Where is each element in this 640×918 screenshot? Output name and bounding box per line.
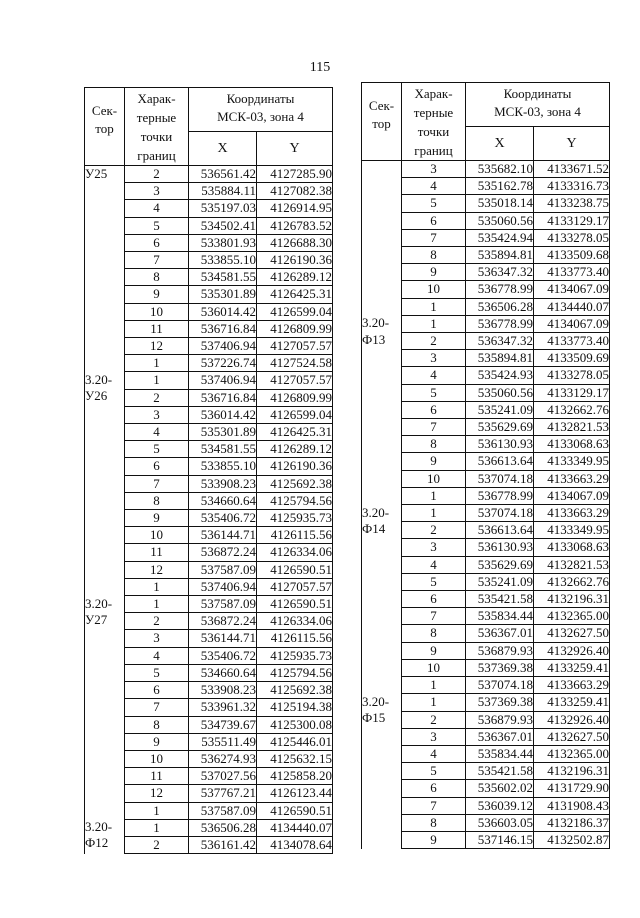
- point-number-cell: 4: [125, 200, 189, 217]
- y-coordinate-cell: 4127057.57: [257, 578, 333, 595]
- y-coordinate-cell: 4127057.57: [257, 372, 333, 389]
- y-coordinate-cell: 4133671.52: [534, 161, 610, 178]
- x-coordinate-cell: 535424.93: [466, 367, 534, 384]
- point-number-cell: 12: [125, 785, 189, 802]
- x-coordinate-cell: 536872.24: [189, 613, 257, 630]
- point-number-cell: 11: [125, 544, 189, 561]
- y-coordinate-cell: 4126289.12: [257, 441, 333, 458]
- header-points: Харак- терные точки границ: [125, 88, 189, 166]
- x-coordinate-cell: 537146.15: [466, 831, 534, 848]
- y-coordinate-cell: 4134440.07: [257, 819, 333, 836]
- x-coordinate-cell: 536716.84: [189, 389, 257, 406]
- table-row: [85, 596, 333, 613]
- y-coordinate-cell: 4125300.08: [257, 716, 333, 733]
- y-coordinate-cell: 4126599.04: [257, 406, 333, 423]
- header-coordinates: Координаты МСК-03, зона 4: [466, 83, 610, 127]
- x-coordinate-cell: 535406.72: [189, 647, 257, 664]
- point-number-cell: 1: [402, 487, 466, 504]
- point-number-cell: 10: [402, 470, 466, 487]
- x-coordinate-cell: 533855.10: [189, 458, 257, 475]
- x-coordinate-cell: 536613.64: [466, 453, 534, 470]
- point-number-cell: 10: [402, 281, 466, 298]
- x-coordinate-cell: 536561.42: [189, 166, 257, 183]
- coordinates-table-right: [361, 82, 610, 849]
- header-sector: Сек- тор: [362, 83, 402, 161]
- point-number-cell: 1: [125, 372, 189, 389]
- x-coordinate-cell: 536014.42: [189, 406, 257, 423]
- y-coordinate-cell: 4132926.40: [534, 711, 610, 728]
- y-coordinate-cell: 4132196.31: [534, 591, 610, 608]
- sector-cell: 3.20- Ф14: [362, 505, 402, 694]
- x-coordinate-cell: 535241.09: [466, 573, 534, 590]
- point-number-cell: 3: [402, 350, 466, 367]
- x-coordinate-cell: 535629.69: [466, 419, 534, 436]
- point-number-cell: 1: [402, 298, 466, 315]
- x-coordinate-cell: 536161.42: [189, 836, 257, 853]
- y-coordinate-cell: 4133068.63: [534, 436, 610, 453]
- y-coordinate-cell: 4126334.06: [257, 544, 333, 561]
- point-number-cell: 8: [125, 716, 189, 733]
- table-row: [85, 166, 333, 183]
- y-coordinate-cell: 4133663.29: [534, 470, 610, 487]
- y-coordinate-cell: 4133773.40: [534, 264, 610, 281]
- y-coordinate-cell: 4127057.57: [257, 338, 333, 355]
- x-coordinate-cell: 536144.71: [189, 630, 257, 647]
- sector-cell: 3.20- Ф15: [362, 694, 402, 849]
- point-number-cell: 6: [402, 780, 466, 797]
- y-coordinate-cell: 4134067.09: [534, 281, 610, 298]
- table-row: [362, 161, 610, 178]
- x-coordinate-cell: 536506.28: [466, 298, 534, 315]
- y-coordinate-cell: 4132502.87: [534, 831, 610, 848]
- x-coordinate-cell: 536879.93: [466, 711, 534, 728]
- y-coordinate-cell: 4133278.05: [534, 229, 610, 246]
- y-coordinate-cell: 4132186.37: [534, 814, 610, 831]
- point-number-cell: 1: [402, 505, 466, 522]
- point-number-cell: 1: [125, 596, 189, 613]
- x-coordinate-cell: 535421.58: [466, 763, 534, 780]
- y-coordinate-cell: 4127285.90: [257, 166, 333, 183]
- x-coordinate-cell: 537369.38: [466, 694, 534, 711]
- point-number-cell: 6: [125, 234, 189, 251]
- point-number-cell: 7: [402, 419, 466, 436]
- y-coordinate-cell: 4133068.63: [534, 539, 610, 556]
- x-coordinate-cell: 537587.09: [189, 802, 257, 819]
- y-coordinate-cell: 4133129.17: [534, 212, 610, 229]
- table-body-right: [362, 161, 610, 849]
- y-coordinate-cell: 4126289.12: [257, 269, 333, 286]
- y-coordinate-cell: 4132365.00: [534, 608, 610, 625]
- y-coordinate-cell: 4125692.38: [257, 475, 333, 492]
- y-coordinate-cell: 4132627.50: [534, 728, 610, 745]
- x-coordinate-cell: 536347.32: [466, 333, 534, 350]
- point-number-cell: 5: [402, 195, 466, 212]
- x-coordinate-cell: 537406.94: [189, 372, 257, 389]
- table-body-left: [85, 166, 333, 854]
- y-coordinate-cell: 4126783.52: [257, 217, 333, 234]
- y-coordinate-cell: 4133349.95: [534, 453, 610, 470]
- header-x: X: [466, 127, 534, 161]
- y-coordinate-cell: 4126115.56: [257, 630, 333, 647]
- point-number-cell: 9: [125, 510, 189, 527]
- y-coordinate-cell: 4126590.51: [257, 596, 333, 613]
- x-coordinate-cell: 535162.78: [466, 178, 534, 195]
- x-coordinate-cell: 536014.42: [189, 303, 257, 320]
- x-coordinate-cell: 536347.32: [466, 264, 534, 281]
- y-coordinate-cell: 4132365.00: [534, 745, 610, 762]
- y-coordinate-cell: 4125794.56: [257, 492, 333, 509]
- point-number-cell: 1: [125, 355, 189, 372]
- x-coordinate-cell: 534502.41: [189, 217, 257, 234]
- y-coordinate-cell: 4127082.38: [257, 183, 333, 200]
- x-coordinate-cell: 535834.44: [466, 745, 534, 762]
- point-number-cell: 2: [125, 389, 189, 406]
- header-sector: Сек- тор: [85, 88, 125, 166]
- point-number-cell: 9: [402, 453, 466, 470]
- sector-cell: У25: [85, 166, 125, 372]
- point-number-cell: 4: [402, 745, 466, 762]
- point-number-cell: 3: [125, 630, 189, 647]
- sector-cell: 3.20- Ф12: [85, 819, 125, 853]
- x-coordinate-cell: 534660.64: [189, 492, 257, 509]
- point-number-cell: 5: [125, 217, 189, 234]
- point-number-cell: 6: [402, 591, 466, 608]
- point-number-cell: 3: [402, 161, 466, 178]
- x-coordinate-cell: 537406.94: [189, 578, 257, 595]
- y-coordinate-cell: 4134067.09: [534, 315, 610, 332]
- y-coordinate-cell: 4125935.73: [257, 510, 333, 527]
- y-coordinate-cell: 4126334.06: [257, 613, 333, 630]
- y-coordinate-cell: 4132196.31: [534, 763, 610, 780]
- y-coordinate-cell: 4126688.30: [257, 234, 333, 251]
- point-number-cell: 3: [125, 183, 189, 200]
- y-coordinate-cell: 4133316.73: [534, 178, 610, 195]
- x-coordinate-cell: 535682.10: [466, 161, 534, 178]
- y-coordinate-cell: 4126590.51: [257, 802, 333, 819]
- point-number-cell: 1: [402, 315, 466, 332]
- point-number-cell: 1: [125, 578, 189, 595]
- y-coordinate-cell: 4126123.44: [257, 785, 333, 802]
- page-number: 115: [309, 60, 331, 75]
- x-coordinate-cell: 537074.18: [466, 677, 534, 694]
- y-coordinate-cell: 4125794.56: [257, 664, 333, 681]
- y-coordinate-cell: 4125858.20: [257, 768, 333, 785]
- point-number-cell: 5: [402, 573, 466, 590]
- point-number-cell: 8: [402, 436, 466, 453]
- point-number-cell: 4: [402, 556, 466, 573]
- point-number-cell: 8: [125, 492, 189, 509]
- point-number-cell: 9: [402, 264, 466, 281]
- y-coordinate-cell: 4133773.40: [534, 333, 610, 350]
- point-number-cell: 10: [402, 659, 466, 676]
- x-coordinate-cell: 535894.81: [466, 350, 534, 367]
- point-number-cell: 5: [402, 384, 466, 401]
- table-row: [85, 819, 333, 836]
- y-coordinate-cell: 4125632.15: [257, 750, 333, 767]
- x-coordinate-cell: 535301.89: [189, 424, 257, 441]
- point-number-cell: 3: [402, 728, 466, 745]
- point-number-cell: 9: [125, 733, 189, 750]
- x-coordinate-cell: 536716.84: [189, 320, 257, 337]
- x-coordinate-cell: 537587.09: [189, 561, 257, 578]
- x-coordinate-cell: 535197.03: [189, 200, 257, 217]
- table-row: [362, 315, 610, 332]
- x-coordinate-cell: 537406.94: [189, 338, 257, 355]
- point-number-cell: 5: [125, 441, 189, 458]
- x-coordinate-cell: 537226.74: [189, 355, 257, 372]
- point-number-cell: 6: [125, 458, 189, 475]
- y-coordinate-cell: 4127524.58: [257, 355, 333, 372]
- x-coordinate-cell: 533855.10: [189, 252, 257, 269]
- point-number-cell: 2: [402, 333, 466, 350]
- point-number-cell: 12: [125, 338, 189, 355]
- point-number-cell: 4: [402, 367, 466, 384]
- x-coordinate-cell: 534739.67: [189, 716, 257, 733]
- y-coordinate-cell: 4125446.01: [257, 733, 333, 750]
- y-coordinate-cell: 4133238.75: [534, 195, 610, 212]
- point-number-cell: 7: [125, 699, 189, 716]
- sector-cell: 3.20- У26: [85, 372, 125, 596]
- x-coordinate-cell: 536603.05: [466, 814, 534, 831]
- header-points: Харак- терные точки границ: [402, 83, 466, 161]
- y-coordinate-cell: 4126809.99: [257, 389, 333, 406]
- y-coordinate-cell: 4134440.07: [534, 298, 610, 315]
- x-coordinate-cell: 536778.99: [466, 315, 534, 332]
- point-number-cell: 7: [402, 608, 466, 625]
- x-coordinate-cell: 537587.09: [189, 596, 257, 613]
- table-row: [85, 372, 333, 389]
- y-coordinate-cell: 4133259.41: [534, 659, 610, 676]
- y-coordinate-cell: 4126590.51: [257, 561, 333, 578]
- point-number-cell: 8: [402, 814, 466, 831]
- y-coordinate-cell: 4132821.53: [534, 419, 610, 436]
- x-coordinate-cell: 536130.93: [466, 539, 534, 556]
- y-coordinate-cell: 4126115.56: [257, 527, 333, 544]
- x-coordinate-cell: 535301.89: [189, 286, 257, 303]
- point-number-cell: 8: [125, 269, 189, 286]
- y-coordinate-cell: 4125692.38: [257, 682, 333, 699]
- x-coordinate-cell: 535406.72: [189, 510, 257, 527]
- x-coordinate-cell: 535834.44: [466, 608, 534, 625]
- x-coordinate-cell: 533801.93: [189, 234, 257, 251]
- x-coordinate-cell: 533961.32: [189, 699, 257, 716]
- table-row: [362, 505, 610, 522]
- x-coordinate-cell: 535884.11: [189, 183, 257, 200]
- x-coordinate-cell: 535018.14: [466, 195, 534, 212]
- point-number-cell: 5: [402, 763, 466, 780]
- y-coordinate-cell: 4125935.73: [257, 647, 333, 664]
- point-number-cell: 2: [125, 836, 189, 853]
- y-coordinate-cell: 4132926.40: [534, 642, 610, 659]
- point-number-cell: 1: [402, 677, 466, 694]
- x-coordinate-cell: 536367.01: [466, 728, 534, 745]
- point-number-cell: 10: [125, 303, 189, 320]
- y-coordinate-cell: 4133663.29: [534, 505, 610, 522]
- x-coordinate-cell: 535060.56: [466, 212, 534, 229]
- point-number-cell: 5: [125, 664, 189, 681]
- x-coordinate-cell: 537074.18: [466, 505, 534, 522]
- point-number-cell: 3: [402, 539, 466, 556]
- point-number-cell: 1: [125, 802, 189, 819]
- x-coordinate-cell: 534581.55: [189, 269, 257, 286]
- x-coordinate-cell: 537027.56: [189, 768, 257, 785]
- x-coordinate-cell: 536872.24: [189, 544, 257, 561]
- x-coordinate-cell: 536613.64: [466, 522, 534, 539]
- x-coordinate-cell: 535241.09: [466, 401, 534, 418]
- y-coordinate-cell: 4131908.43: [534, 797, 610, 814]
- x-coordinate-cell: 536778.99: [466, 487, 534, 504]
- y-coordinate-cell: 4133663.29: [534, 677, 610, 694]
- point-number-cell: 2: [125, 166, 189, 183]
- point-number-cell: 7: [402, 797, 466, 814]
- point-number-cell: 7: [402, 229, 466, 246]
- y-coordinate-cell: 4134067.09: [534, 487, 610, 504]
- point-number-cell: 2: [125, 613, 189, 630]
- point-number-cell: 9: [402, 642, 466, 659]
- y-coordinate-cell: 4133349.95: [534, 522, 610, 539]
- x-coordinate-cell: 535602.02: [466, 780, 534, 797]
- x-coordinate-cell: 537369.38: [466, 659, 534, 676]
- y-coordinate-cell: 4133509.68: [534, 247, 610, 264]
- sector-cell: 3.20- Ф13: [362, 315, 402, 504]
- x-coordinate-cell: 534660.64: [189, 664, 257, 681]
- x-coordinate-cell: 537767.21: [189, 785, 257, 802]
- header-y: Y: [534, 127, 610, 161]
- y-coordinate-cell: 4126809.99: [257, 320, 333, 337]
- x-coordinate-cell: 536778.99: [466, 281, 534, 298]
- x-coordinate-cell: 537074.18: [466, 470, 534, 487]
- x-coordinate-cell: 535424.94: [466, 229, 534, 246]
- point-number-cell: 7: [125, 475, 189, 492]
- x-coordinate-cell: 535511.49: [189, 733, 257, 750]
- point-number-cell: 4: [125, 424, 189, 441]
- point-number-cell: 6: [402, 212, 466, 229]
- x-coordinate-cell: 533908.23: [189, 475, 257, 492]
- point-number-cell: 3: [125, 406, 189, 423]
- x-coordinate-cell: 536144.71: [189, 527, 257, 544]
- point-number-cell: 8: [402, 625, 466, 642]
- x-coordinate-cell: 536274.93: [189, 750, 257, 767]
- x-coordinate-cell: 536506.28: [189, 819, 257, 836]
- point-number-cell: 9: [125, 286, 189, 303]
- point-number-cell: 11: [125, 768, 189, 785]
- point-number-cell: 6: [402, 401, 466, 418]
- x-coordinate-cell: 534581.55: [189, 441, 257, 458]
- point-number-cell: 6: [125, 682, 189, 699]
- y-coordinate-cell: 4132662.76: [534, 573, 610, 590]
- x-coordinate-cell: 536879.93: [466, 642, 534, 659]
- x-coordinate-cell: 533908.23: [189, 682, 257, 699]
- sector-cell: 3.20- У27: [85, 596, 125, 820]
- point-number-cell: 1: [125, 819, 189, 836]
- point-number-cell: 10: [125, 750, 189, 767]
- y-coordinate-cell: 4126425.31: [257, 424, 333, 441]
- point-number-cell: 4: [402, 178, 466, 195]
- point-number-cell: 10: [125, 527, 189, 544]
- header-x: X: [189, 132, 257, 166]
- sector-cell: [362, 161, 402, 316]
- y-coordinate-cell: 4133259.41: [534, 694, 610, 711]
- y-coordinate-cell: 4132662.76: [534, 401, 610, 418]
- x-coordinate-cell: 535060.56: [466, 384, 534, 401]
- point-number-cell: 11: [125, 320, 189, 337]
- x-coordinate-cell: 535894.81: [466, 247, 534, 264]
- y-coordinate-cell: 4134078.64: [257, 836, 333, 853]
- point-number-cell: 1: [402, 694, 466, 711]
- point-number-cell: 2: [402, 522, 466, 539]
- header-coordinates: Координаты МСК-03, зона 4: [189, 88, 333, 132]
- y-coordinate-cell: 4126190.36: [257, 458, 333, 475]
- x-coordinate-cell: 535629.69: [466, 556, 534, 573]
- table-row: [362, 694, 610, 711]
- point-number-cell: 2: [402, 711, 466, 728]
- y-coordinate-cell: 4133278.05: [534, 367, 610, 384]
- point-number-cell: 8: [402, 247, 466, 264]
- point-number-cell: 12: [125, 561, 189, 578]
- y-coordinate-cell: 4126190.36: [257, 252, 333, 269]
- y-coordinate-cell: 4133509.69: [534, 350, 610, 367]
- point-number-cell: 4: [125, 647, 189, 664]
- y-coordinate-cell: 4125194.38: [257, 699, 333, 716]
- point-number-cell: 9: [402, 831, 466, 848]
- x-coordinate-cell: 536367.01: [466, 625, 534, 642]
- point-number-cell: 7: [125, 252, 189, 269]
- y-coordinate-cell: 4126914.95: [257, 200, 333, 217]
- x-coordinate-cell: 535421.58: [466, 591, 534, 608]
- x-coordinate-cell: 536039.12: [466, 797, 534, 814]
- header-y: Y: [257, 132, 333, 166]
- coordinates-table-left: [84, 87, 333, 854]
- y-coordinate-cell: 4126425.31: [257, 286, 333, 303]
- y-coordinate-cell: 4132821.53: [534, 556, 610, 573]
- y-coordinate-cell: 4131729.90: [534, 780, 610, 797]
- x-coordinate-cell: 536130.93: [466, 436, 534, 453]
- y-coordinate-cell: 4126599.04: [257, 303, 333, 320]
- y-coordinate-cell: 4132627.50: [534, 625, 610, 642]
- y-coordinate-cell: 4133129.17: [534, 384, 610, 401]
